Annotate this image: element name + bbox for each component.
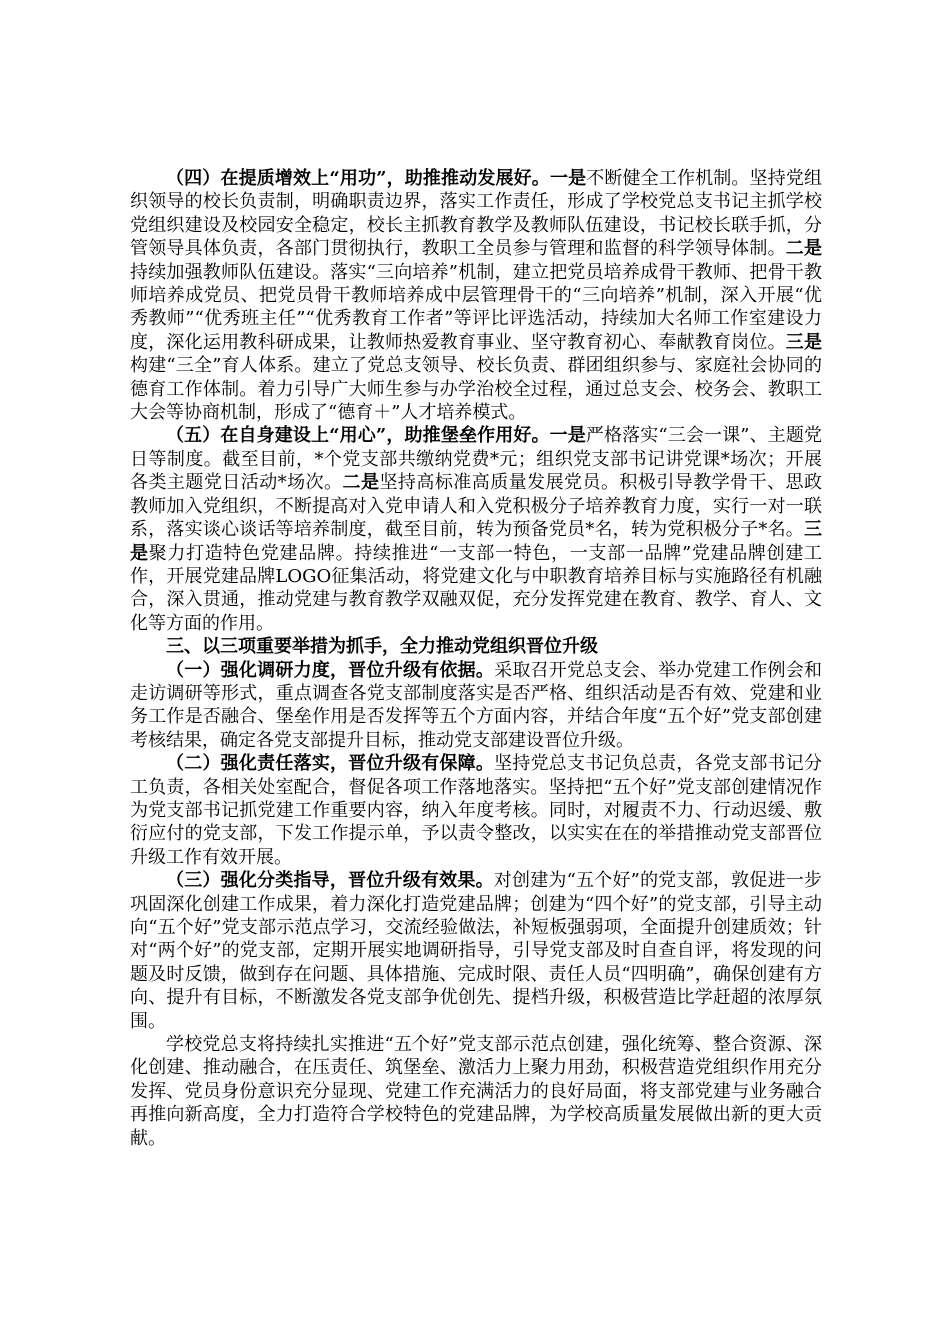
part-3-item-1-heading: （一）强化调研力度，晋位升级有依据。 [166, 659, 495, 681]
section-5-text-1: 严格落实“三会一课”、主题党日等制度。截至目前，*个党支部共缴纳党费*元；组织党支部书记讲党课*场次；开展各类主题党日活动*场次。 [130, 425, 822, 494]
keyword-first: 一是 [549, 168, 587, 189]
section-4-text-2: 持续加强教师队伍建设。落实“三向培养”机制，建立把党员培养成骨干教师、把骨干教师培养成党员、把党员骨干教师培养成中层管理骨干的“三向培养”机制，深入开展“优秀教师”“优秀班主任”“优秀教育工作者”等评比评选活动，持续加大名师工作室建设力度，深化运用教科研成果，让教师热爱教育事业、坚守教育初心、奉献教育岗位。 [130, 261, 822, 353]
section-5-heading: （五）在自身建设上“用心”，助推堡垒作用好。 [166, 425, 550, 447]
section-4-text-3: 构建“三全”育人体系。建立了党总支领导、校长负责、群团组织参与、家庭社会协同的德育工作体制。着力引导广大师生参与办学治校全过程，通过总支会、校务会、教职工大会等协商机制，形成了“德育＋”人才培养模式。 [130, 355, 822, 424]
section-4-text-1: 不断健全工作机制。坚持党组织领导的校长负责制，明确职责边界，落实工作责任，形成了学校党总支书记主抓学校党组织建设及校园安全稳定，校长主抓教育教学及教师队伍建设，书记校长联手抓，分管领导具体负责，各部门贯彻执行，教职工全员参与管理和监督的科学领导体制。 [130, 168, 822, 260]
keyword-first: 一是 [549, 425, 586, 447]
part-3-item-3-text: 对创建为“五个好”的党支部，敦促进一步巩固深化创建工作成果，着力深化打造党建品牌；创建为“四个好”的党支部，引导主动向“五个好”党支部示范点学习，交流经验做法，补短板强弱项，全面提升创建质效；针对“两个好”的党支部，定期开展实地调研指导，引导党支部及时自查自评，将发现的问题及时反馈，做到存在问题、具体措施、完成时限、责任人员“四明确”，确保创建有方向、提升有目标，不断激发各党支部争优创先、提档升级，积极营造比学赶超的浓厚氛围。 [130, 870, 822, 1032]
paragraph-part-3-item-2 [130, 752, 822, 869]
keyword-third: 三是 [785, 331, 822, 353]
section-4-heading: （四）在提质增效上“用功”，助推推动发展好。 [166, 168, 550, 189]
section-5-text-2: 坚持高标准高质量发展党员。积极引导教学骨干、思政教师加入党组织，不断提高对入党申请人和入党积极分子培养教育力度，实行一对一联系，落实谈心谈话等培养制度，截至目前，转为预备党员*名，转为党积极分子*名。 [130, 472, 823, 541]
part-3-item-2-heading: （二）强化责任落实，晋位升级有保障。 [166, 753, 495, 775]
paragraph-section-4 [130, 167, 822, 424]
part-3-title: 三、以三项重要举措为抓手，全力推动党组织晋位升级 [166, 636, 598, 658]
paragraph-section-5 [130, 424, 822, 635]
part-3-item-3-heading: （三）强化分类指导，晋位升级有效果。 [166, 870, 494, 892]
part-3-item-2-text: 坚持党总支书记负总责，各党支部书记分工负责，各相关处室配合，督促各项工作落地落实。坚持把“五个好”党支部创建情况作为党支部书记抓党建工作重要内容，纳入年度考核。同时，对履责不力、行动迟缓、敷衍应付的党支部，下发工作提示单，予以责令整改，以实实在在的举措推动党支部晋位升级工作有效开展。 [130, 753, 823, 868]
keyword-second: 二是 [342, 472, 380, 494]
document-body [130, 167, 822, 1150]
paragraph-part-3-item-3 [130, 869, 822, 1033]
keyword-third: 三是 [130, 519, 822, 564]
paragraph-part-3-item-1 [130, 659, 822, 753]
keyword-second: 二是 [785, 238, 822, 260]
paragraph-closing: 学校党总支将持续扎实推进“五个好”党支部示范点创建，强化统筹、整合资源、深化创建、推动融合，在压责任、筑堡垒、激活力上聚力用劲，积极营造党组织作用充分发挥、党员身份意识充分显现、党建工作充满活力的良好局面，将支部党建与业务融合再推向新高度，全力打造符合学校特色的党建品牌，为学校高质量发展做出新的更大贡献。 [130, 1034, 822, 1149]
section-5-text-3: 聚力打造特色党建品牌。持续推进“一支部一特色，一支部一品牌”党建品牌创建工作，开展党建品牌LOGO征集活动，将党建文化与中职教育培养目标与实施路径有机融合，深入贯通，推动党建与教育教学双融双促，充分发挥党建在教育、教学、育人、文化等方面的作用。 [130, 542, 823, 634]
part-3-item-1-text: 采取召开党总支会、举办党建工作例会和走访调研等形式，重点调查各党支部制度落实是否严格、组织活动是否有效、党建和业务工作是否融合、堡垒作用是否发挥等五个方面内容，并结合年度“五个好”党支部创建考核结果，确定各党支部提升目标，推动党支部建设晋位升级。 [130, 659, 823, 751]
